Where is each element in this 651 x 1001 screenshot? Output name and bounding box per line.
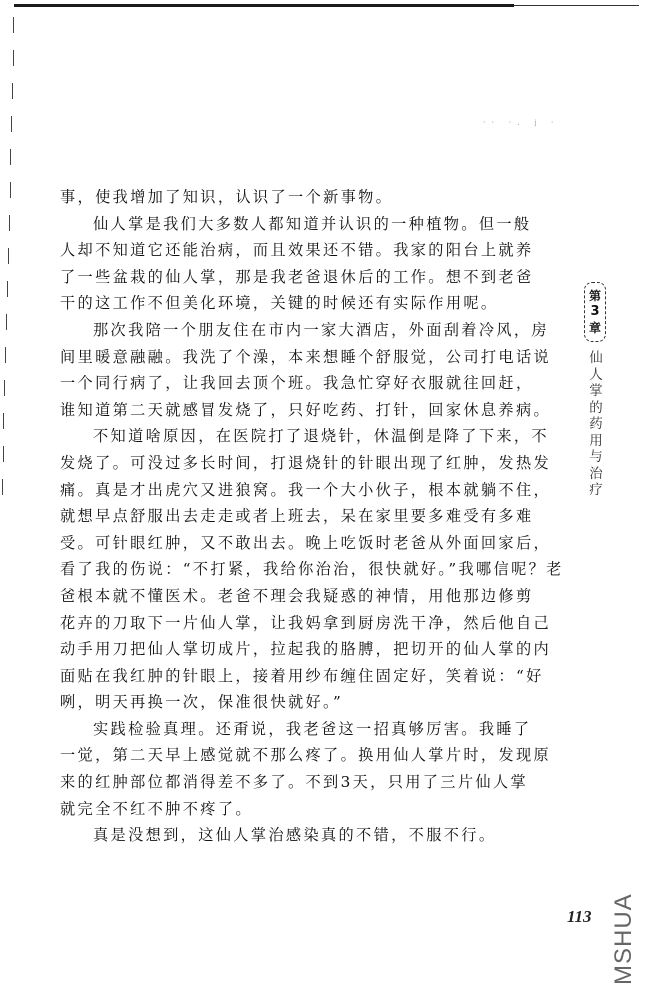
text-line: 就完全不红不肿不疼了。 bbox=[60, 799, 253, 818]
edge-mark bbox=[5, 347, 6, 363]
text-line: 仙人掌是我们大多数人都知道并认识的一种植物。但一般 bbox=[93, 214, 532, 233]
edge-mark bbox=[2, 479, 3, 495]
text-line: 一觉，第二天早上感觉就不那么疼了。换用仙人掌片时，发现原 bbox=[60, 746, 552, 765]
page-number: 113 bbox=[567, 907, 592, 926]
body-text bbox=[60, 184, 564, 849]
edge-mark bbox=[6, 314, 7, 330]
text-line: 人却不知道它还能治病，而且效果还不错。我家的阳台上就养 bbox=[60, 241, 534, 260]
edge-mark bbox=[9, 215, 10, 231]
edge-mark bbox=[12, 83, 13, 99]
edge-mark bbox=[8, 248, 9, 264]
text-line: 事，使我增加了知识，认识了一个新事物。 bbox=[60, 188, 394, 206]
header-rule bbox=[14, 4, 514, 7]
edge-mark bbox=[3, 446, 4, 462]
text-line: 那次我陪一个朋友住在市内一家大酒店，外面刮着冷风，房 bbox=[93, 320, 549, 339]
watermark: MSHUA bbox=[610, 893, 637, 985]
edge-mark bbox=[13, 17, 14, 33]
text-line: 干的这工作不但美化环境，关键的时候还有实际作用呢。 bbox=[60, 294, 499, 313]
text-line: 不知道啥原因，在医院打了退烧针，休温倒是降了下来，不 bbox=[93, 427, 549, 446]
chapter-title: 仙人掌的药用与治疗 bbox=[589, 350, 603, 498]
text-line: 受。可针眼红肿，又不敢出去。晚上吃饭时老爸从外面回家后， bbox=[60, 533, 552, 552]
text-line: 面贴在我红肿的针眼上，接着用纱布缠住固定好，笑着说：“好 bbox=[60, 666, 544, 685]
text-line: 谁知道第二天就感冒发烧了，只好吃药、打针，回家休息养病。 bbox=[60, 400, 552, 419]
text-line: 花卉的刀取下一片仙人掌，让我妈拿到厨房洗干净，然后他自己 bbox=[60, 613, 552, 632]
chapter-suffix: 章 bbox=[588, 321, 601, 335]
text-line: 动手用刀把仙人掌切成片，拉起我的胳膊，把切开的仙人掌的内 bbox=[60, 640, 552, 659]
text-line: 看了我的伤说：“不打紧，我给你治治，很快就好。”我哪信呢？老 bbox=[60, 560, 564, 579]
text-line: 一个同行病了，让我回去顶个班。我急忙穿好衣服就往回赶， bbox=[60, 374, 534, 393]
text-line: 来的红肿部位都消得差不多了。不到3天，只用了三片仙人掌 bbox=[60, 773, 528, 792]
text-line: 了一些盆栽的仙人掌，那是我老爸退休后的工作。想不到老爸 bbox=[60, 267, 534, 286]
edge-mark bbox=[13, 50, 14, 66]
text-line: 发烧了。可没过多长时间，打退烧针的针眼出现了红肿，发热发 bbox=[60, 453, 552, 472]
text-line: 痛。真是才出虎穴又进狼窝。我一个大小伙子，根本就躺不住， bbox=[60, 480, 552, 499]
text-line: 爸根本就不懂医术。老爸不理会我疑惑的神情，用他那边修剪 bbox=[60, 586, 534, 605]
text-line: 实践检验真理。还甭说，我老爸这一招真够厉害。我睡了 bbox=[93, 719, 532, 738]
chapter-tab bbox=[584, 282, 606, 342]
text-line: 就想早点舒服出去走走或者上班去，呆在家里要多难受有多难 bbox=[60, 507, 534, 526]
header-rule-thin bbox=[514, 5, 639, 6]
edge-mark bbox=[10, 149, 11, 165]
chapter-number: 3 bbox=[590, 304, 600, 319]
text-line: 间里暖意融融。我洗了个澡，本来想睡个舒服觉，公司打电话说 bbox=[60, 347, 552, 366]
edge-mark bbox=[10, 182, 11, 198]
edge-mark bbox=[7, 281, 8, 297]
text-line: 咧，明天再换一次，保准很快就好。” bbox=[60, 693, 344, 712]
edge-mark bbox=[4, 380, 5, 396]
scan-noise: ·· ·. 𝔧 · bbox=[483, 118, 560, 127]
edge-mark bbox=[11, 116, 12, 132]
text-line: 真是没想到，这仙人掌治感染真的不错，不服不行。 bbox=[93, 826, 497, 845]
chapter-prefix: 第 bbox=[588, 289, 601, 303]
binding-edge-marks bbox=[2, 15, 16, 495]
edge-mark bbox=[3, 413, 4, 429]
